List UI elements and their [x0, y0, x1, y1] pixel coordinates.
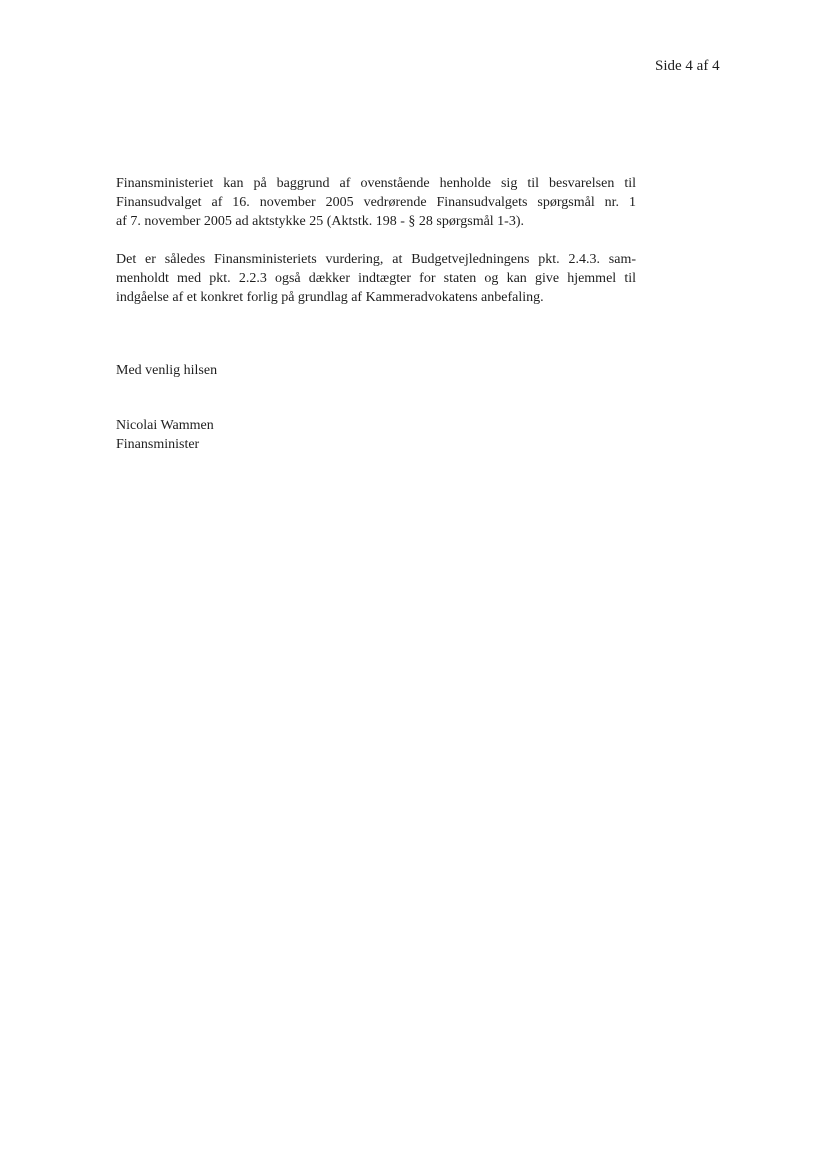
body-paragraph-2: [116, 250, 636, 307]
signer-title: Finansminister: [116, 437, 200, 452]
page-number: Side 4 af 4: [655, 58, 720, 74]
signer-name: Nicolai Wammen: [116, 418, 214, 433]
paragraph-line: Finansministeriet kan på baggrund af ovenstående henholde sig til besvarelsen til: [116, 176, 636, 191]
paragraph-line: indgåelse af et konkret forlig på grundlag af Kammeradvokatens anbefaling.: [116, 290, 544, 305]
paragraph-line: Finansudvalget af 16. november 2005 vedrørende Finansudvalgets spørgsmål nr. 1: [116, 195, 636, 210]
paragraph-line: Det er således Finansministeriets vurdering, at Budgetvejledningens pkt. 2.4.3. sam-: [116, 252, 636, 267]
paragraph-line: menholdt med pkt. 2.2.3 også dækker indtægter for staten og kan give hjemmel til: [116, 271, 636, 286]
closing-salutation: Med venlig hilsen: [116, 363, 218, 378]
paragraph-line: af 7. november 2005 ad aktstykke 25 (Aktstk. 198 - § 28 spørgsmål 1-3).: [116, 214, 525, 229]
body-paragraph-1: [116, 174, 636, 231]
